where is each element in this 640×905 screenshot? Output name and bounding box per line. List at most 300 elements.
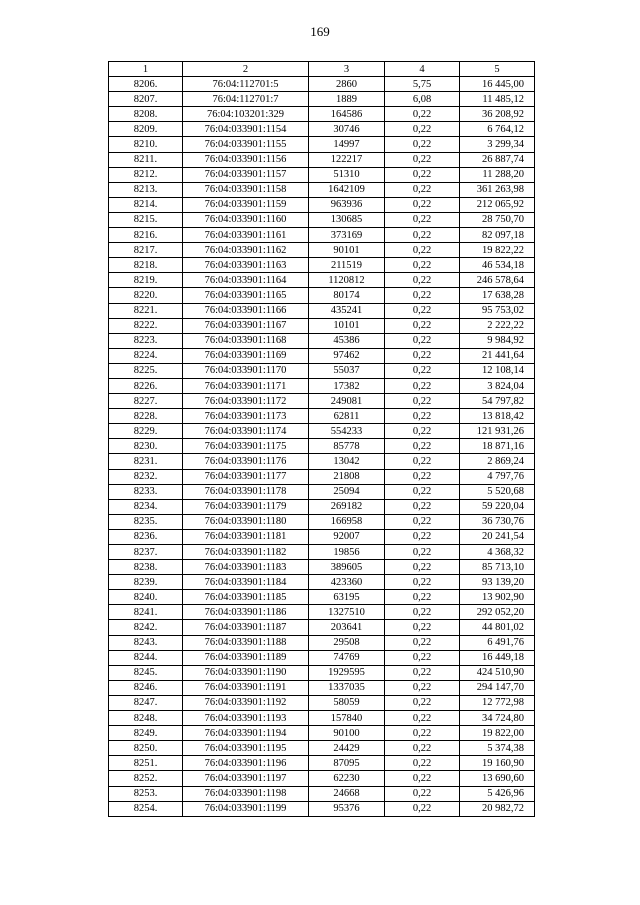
amount-value: 21 441,64 bbox=[460, 348, 535, 363]
rate-value: 0,22 bbox=[385, 228, 460, 243]
amount-value: 2 222,22 bbox=[460, 318, 535, 333]
cadastral-number: 76:04:033901:1167 bbox=[183, 318, 309, 333]
cadastral-number: 76:04:033901:1162 bbox=[183, 243, 309, 258]
row-number: 8229. bbox=[109, 424, 183, 439]
cadastral-number: 76:04:033901:1177 bbox=[183, 469, 309, 484]
cadastral-number: 76:04:033901:1184 bbox=[183, 575, 309, 590]
cadastral-number: 76:04:033901:1171 bbox=[183, 378, 309, 393]
row-number: 8252. bbox=[109, 771, 183, 786]
rate-value: 0,22 bbox=[385, 424, 460, 439]
rate-value: 0,22 bbox=[385, 212, 460, 227]
rate-value: 0,22 bbox=[385, 650, 460, 665]
table-row bbox=[109, 650, 535, 665]
table-body bbox=[109, 77, 535, 817]
rate-value: 0,22 bbox=[385, 801, 460, 816]
cadastral-number: 76:04:033901:1187 bbox=[183, 620, 309, 635]
table-row bbox=[109, 484, 535, 499]
rate-value: 0,22 bbox=[385, 107, 460, 122]
row-number: 8236. bbox=[109, 529, 183, 544]
amount-value: 3 299,34 bbox=[460, 137, 535, 152]
area-value: 45386 bbox=[309, 333, 385, 348]
table-row bbox=[109, 786, 535, 801]
table-row bbox=[109, 258, 535, 273]
rate-value: 0,22 bbox=[385, 590, 460, 605]
area-value: 1929595 bbox=[309, 665, 385, 680]
row-number: 8225. bbox=[109, 363, 183, 378]
rate-value: 5,75 bbox=[385, 77, 460, 92]
amount-value: 3 824,04 bbox=[460, 378, 535, 393]
amount-value: 36 730,76 bbox=[460, 514, 535, 529]
rate-value: 0,22 bbox=[385, 786, 460, 801]
amount-value: 294 147,70 bbox=[460, 680, 535, 695]
amount-value: 6 491,76 bbox=[460, 635, 535, 650]
rate-value: 0,22 bbox=[385, 394, 460, 409]
row-number: 8210. bbox=[109, 137, 183, 152]
amount-value: 18 871,16 bbox=[460, 439, 535, 454]
amount-value: 361 263,98 bbox=[460, 182, 535, 197]
cadastral-number: 76:04:112701:5 bbox=[183, 77, 309, 92]
row-number: 8230. bbox=[109, 439, 183, 454]
cadastral-number: 76:04:033901:1199 bbox=[183, 801, 309, 816]
cadastral-number: 76:04:033901:1185 bbox=[183, 590, 309, 605]
area-value: 24668 bbox=[309, 786, 385, 801]
area-value: 1120812 bbox=[309, 273, 385, 288]
rate-value: 0,22 bbox=[385, 484, 460, 499]
amount-value: 54 797,82 bbox=[460, 394, 535, 409]
row-number: 8243. bbox=[109, 635, 183, 650]
amount-value: 26 887,74 bbox=[460, 152, 535, 167]
cadastral-number: 76:04:033901:1170 bbox=[183, 363, 309, 378]
table-row bbox=[109, 590, 535, 605]
cadastral-number: 76:04:033901:1158 bbox=[183, 182, 309, 197]
area-value: 24429 bbox=[309, 741, 385, 756]
row-number: 8250. bbox=[109, 741, 183, 756]
row-number: 8249. bbox=[109, 726, 183, 741]
area-value: 1337035 bbox=[309, 680, 385, 695]
rate-value: 0,22 bbox=[385, 243, 460, 258]
cadastral-number: 76:04:033901:1165 bbox=[183, 288, 309, 303]
amount-value: 12 108,14 bbox=[460, 363, 535, 378]
table-header-row bbox=[109, 62, 535, 77]
row-number: 8222. bbox=[109, 318, 183, 333]
row-number: 8234. bbox=[109, 499, 183, 514]
cadastral-number: 76:04:033901:1190 bbox=[183, 665, 309, 680]
cadastral-number: 76:04:033901:1155 bbox=[183, 137, 309, 152]
cadastral-number: 76:04:033901:1159 bbox=[183, 197, 309, 212]
row-number: 8215. bbox=[109, 212, 183, 227]
area-value: 423360 bbox=[309, 575, 385, 590]
rate-value: 0,22 bbox=[385, 635, 460, 650]
amount-value: 34 724,80 bbox=[460, 711, 535, 726]
rate-value: 0,22 bbox=[385, 575, 460, 590]
table-row bbox=[109, 243, 535, 258]
cadastral-number: 76:04:033901:1169 bbox=[183, 348, 309, 363]
area-value: 58059 bbox=[309, 695, 385, 710]
column-header-5: 5 bbox=[460, 62, 535, 77]
area-value: 435241 bbox=[309, 303, 385, 318]
area-value: 164586 bbox=[309, 107, 385, 122]
table-row bbox=[109, 680, 535, 695]
cadastral-number: 76:04:033901:1186 bbox=[183, 605, 309, 620]
row-number: 8217. bbox=[109, 243, 183, 258]
amount-value: 95 753,02 bbox=[460, 303, 535, 318]
row-number: 8213. bbox=[109, 182, 183, 197]
table-row bbox=[109, 167, 535, 182]
row-number: 8247. bbox=[109, 695, 183, 710]
data-table bbox=[108, 61, 535, 817]
cadastral-number: 76:04:033901:1174 bbox=[183, 424, 309, 439]
cadastral-number: 76:04:033901:1197 bbox=[183, 771, 309, 786]
amount-value: 5 520,68 bbox=[460, 484, 535, 499]
table-row bbox=[109, 439, 535, 454]
column-header-1: 1 bbox=[109, 62, 183, 77]
rate-value: 0,22 bbox=[385, 529, 460, 544]
amount-value: 212 065,92 bbox=[460, 197, 535, 212]
amount-value: 82 097,18 bbox=[460, 228, 535, 243]
cadastral-number: 76:04:033901:1168 bbox=[183, 333, 309, 348]
area-value: 14997 bbox=[309, 137, 385, 152]
area-value: 122217 bbox=[309, 152, 385, 167]
cadastral-number: 76:04:033901:1193 bbox=[183, 711, 309, 726]
rate-value: 0,22 bbox=[385, 182, 460, 197]
row-number: 8232. bbox=[109, 469, 183, 484]
table-row bbox=[109, 333, 535, 348]
amount-value: 28 750,70 bbox=[460, 212, 535, 227]
area-value: 62230 bbox=[309, 771, 385, 786]
amount-value: 12 772,98 bbox=[460, 695, 535, 710]
row-number: 8238. bbox=[109, 560, 183, 575]
rate-value: 0,22 bbox=[385, 137, 460, 152]
row-number: 8219. bbox=[109, 273, 183, 288]
amount-value: 5 374,38 bbox=[460, 741, 535, 756]
table-row bbox=[109, 741, 535, 756]
row-number: 8241. bbox=[109, 605, 183, 620]
area-value: 13042 bbox=[309, 454, 385, 469]
area-value: 62811 bbox=[309, 409, 385, 424]
row-number: 8240. bbox=[109, 590, 183, 605]
area-value: 554233 bbox=[309, 424, 385, 439]
area-value: 21808 bbox=[309, 469, 385, 484]
cadastral-number: 76:04:033901:1172 bbox=[183, 394, 309, 409]
area-value: 373169 bbox=[309, 228, 385, 243]
cadastral-number: 76:04:033901:1191 bbox=[183, 680, 309, 695]
area-value: 1889 bbox=[309, 92, 385, 107]
rate-value: 0,22 bbox=[385, 152, 460, 167]
area-value: 10101 bbox=[309, 318, 385, 333]
cadastral-number: 76:04:112701:7 bbox=[183, 92, 309, 107]
table-row bbox=[109, 288, 535, 303]
cadastral-number: 76:04:033901:1164 bbox=[183, 273, 309, 288]
table-row bbox=[109, 122, 535, 137]
amount-value: 20 241,54 bbox=[460, 529, 535, 544]
rate-value: 0,22 bbox=[385, 258, 460, 273]
table-row bbox=[109, 137, 535, 152]
row-number: 8216. bbox=[109, 228, 183, 243]
amount-value: 4 368,32 bbox=[460, 545, 535, 560]
rate-value: 0,22 bbox=[385, 741, 460, 756]
rate-value: 0,22 bbox=[385, 469, 460, 484]
amount-value: 93 139,20 bbox=[460, 575, 535, 590]
table-row bbox=[109, 695, 535, 710]
table-row bbox=[109, 560, 535, 575]
amount-value: 2 869,24 bbox=[460, 454, 535, 469]
amount-value: 13 818,42 bbox=[460, 409, 535, 424]
amount-value: 19 822,00 bbox=[460, 726, 535, 741]
cadastral-number: 76:04:033901:1189 bbox=[183, 650, 309, 665]
table-row bbox=[109, 348, 535, 363]
table-row bbox=[109, 575, 535, 590]
row-number: 8208. bbox=[109, 107, 183, 122]
rate-value: 0,22 bbox=[385, 303, 460, 318]
row-number: 8214. bbox=[109, 197, 183, 212]
table-row bbox=[109, 273, 535, 288]
row-number: 8254. bbox=[109, 801, 183, 816]
area-value: 130685 bbox=[309, 212, 385, 227]
row-number: 8207. bbox=[109, 92, 183, 107]
amount-value: 46 534,18 bbox=[460, 258, 535, 273]
rate-value: 0,22 bbox=[385, 439, 460, 454]
row-number: 8244. bbox=[109, 650, 183, 665]
rate-value: 0,22 bbox=[385, 363, 460, 378]
area-value: 90100 bbox=[309, 726, 385, 741]
table-row bbox=[109, 318, 535, 333]
rate-value: 0,22 bbox=[385, 756, 460, 771]
rate-value: 0,22 bbox=[385, 695, 460, 710]
rate-value: 6,08 bbox=[385, 92, 460, 107]
area-value: 51310 bbox=[309, 167, 385, 182]
table-row bbox=[109, 605, 535, 620]
cadastral-number: 76:04:033901:1188 bbox=[183, 635, 309, 650]
cadastral-number: 76:04:033901:1195 bbox=[183, 741, 309, 756]
table-row bbox=[109, 77, 535, 92]
amount-value: 9 984,92 bbox=[460, 333, 535, 348]
rate-value: 0,22 bbox=[385, 288, 460, 303]
row-number: 8220. bbox=[109, 288, 183, 303]
rate-value: 0,22 bbox=[385, 348, 460, 363]
amount-value: 16 449,18 bbox=[460, 650, 535, 665]
amount-value: 85 713,10 bbox=[460, 560, 535, 575]
table-row bbox=[109, 711, 535, 726]
row-number: 8206. bbox=[109, 77, 183, 92]
table-row bbox=[109, 801, 535, 816]
area-value: 166958 bbox=[309, 514, 385, 529]
row-number: 8239. bbox=[109, 575, 183, 590]
amount-value: 44 801,02 bbox=[460, 620, 535, 635]
table-row bbox=[109, 424, 535, 439]
table-row bbox=[109, 756, 535, 771]
table-row bbox=[109, 197, 535, 212]
amount-value: 20 982,72 bbox=[460, 801, 535, 816]
table-row bbox=[109, 394, 535, 409]
cadastral-number: 76:04:033901:1160 bbox=[183, 212, 309, 227]
table-row bbox=[109, 92, 535, 107]
column-header-4: 4 bbox=[385, 62, 460, 77]
amount-value: 17 638,28 bbox=[460, 288, 535, 303]
area-value: 25094 bbox=[309, 484, 385, 499]
row-number: 8245. bbox=[109, 665, 183, 680]
row-number: 8251. bbox=[109, 756, 183, 771]
amount-value: 292 052,20 bbox=[460, 605, 535, 620]
table-row bbox=[109, 665, 535, 680]
row-number: 8224. bbox=[109, 348, 183, 363]
table-row bbox=[109, 378, 535, 393]
cadastral-number: 76:04:103201:329 bbox=[183, 107, 309, 122]
area-value: 389605 bbox=[309, 560, 385, 575]
rate-value: 0,22 bbox=[385, 680, 460, 695]
row-number: 8242. bbox=[109, 620, 183, 635]
cadastral-number: 76:04:033901:1157 bbox=[183, 167, 309, 182]
cadastral-number: 76:04:033901:1156 bbox=[183, 152, 309, 167]
row-number: 8233. bbox=[109, 484, 183, 499]
table-row bbox=[109, 228, 535, 243]
area-value: 203641 bbox=[309, 620, 385, 635]
table-row bbox=[109, 726, 535, 741]
rate-value: 0,22 bbox=[385, 545, 460, 560]
cadastral-number: 76:04:033901:1176 bbox=[183, 454, 309, 469]
amount-value: 5 426,96 bbox=[460, 786, 535, 801]
amount-value: 121 931,26 bbox=[460, 424, 535, 439]
rate-value: 0,22 bbox=[385, 514, 460, 529]
cadastral-number: 76:04:033901:1196 bbox=[183, 756, 309, 771]
row-number: 8223. bbox=[109, 333, 183, 348]
cadastral-number: 76:04:033901:1182 bbox=[183, 545, 309, 560]
amount-value: 16 445,00 bbox=[460, 77, 535, 92]
table-row bbox=[109, 212, 535, 227]
column-header-3: 3 bbox=[309, 62, 385, 77]
amount-value: 13 902,90 bbox=[460, 590, 535, 605]
row-number: 8221. bbox=[109, 303, 183, 318]
amount-value: 11 288,20 bbox=[460, 167, 535, 182]
cadastral-number: 76:04:033901:1181 bbox=[183, 529, 309, 544]
row-number: 8237. bbox=[109, 545, 183, 560]
page-number: 169 bbox=[310, 24, 330, 39]
row-number: 8226. bbox=[109, 378, 183, 393]
area-value: 963936 bbox=[309, 197, 385, 212]
area-value: 1327510 bbox=[309, 605, 385, 620]
table-row bbox=[109, 529, 535, 544]
rate-value: 0,22 bbox=[385, 726, 460, 741]
area-value: 157840 bbox=[309, 711, 385, 726]
table-row bbox=[109, 182, 535, 197]
cadastral-number: 76:04:033901:1183 bbox=[183, 560, 309, 575]
amount-value: 246 578,64 bbox=[460, 273, 535, 288]
amount-value: 424 510,90 bbox=[460, 665, 535, 680]
cadastral-number: 76:04:033901:1173 bbox=[183, 409, 309, 424]
rate-value: 0,22 bbox=[385, 560, 460, 575]
area-value: 17382 bbox=[309, 378, 385, 393]
area-value: 1642109 bbox=[309, 182, 385, 197]
amount-value: 59 220,04 bbox=[460, 499, 535, 514]
area-value: 92007 bbox=[309, 529, 385, 544]
area-value: 269182 bbox=[309, 499, 385, 514]
rate-value: 0,22 bbox=[385, 665, 460, 680]
cadastral-number: 76:04:033901:1179 bbox=[183, 499, 309, 514]
row-number: 8227. bbox=[109, 394, 183, 409]
rate-value: 0,22 bbox=[385, 499, 460, 514]
row-number: 8228. bbox=[109, 409, 183, 424]
rate-value: 0,22 bbox=[385, 167, 460, 182]
row-number: 8248. bbox=[109, 711, 183, 726]
rate-value: 0,22 bbox=[385, 273, 460, 288]
area-value: 85778 bbox=[309, 439, 385, 454]
table-row bbox=[109, 771, 535, 786]
table-row bbox=[109, 152, 535, 167]
table-row bbox=[109, 635, 535, 650]
area-value: 19856 bbox=[309, 545, 385, 560]
area-value: 30746 bbox=[309, 122, 385, 137]
area-value: 29508 bbox=[309, 635, 385, 650]
cadastral-number: 76:04:033901:1180 bbox=[183, 514, 309, 529]
amount-value: 13 690,60 bbox=[460, 771, 535, 786]
table-row bbox=[109, 620, 535, 635]
rate-value: 0,22 bbox=[385, 454, 460, 469]
cadastral-number: 76:04:033901:1178 bbox=[183, 484, 309, 499]
cadastral-number: 76:04:033901:1161 bbox=[183, 228, 309, 243]
table-row bbox=[109, 469, 535, 484]
rate-value: 0,22 bbox=[385, 620, 460, 635]
area-value: 74769 bbox=[309, 650, 385, 665]
column-header-2: 2 bbox=[183, 62, 309, 77]
area-value: 63195 bbox=[309, 590, 385, 605]
area-value: 90101 bbox=[309, 243, 385, 258]
area-value: 211519 bbox=[309, 258, 385, 273]
row-number: 8211. bbox=[109, 152, 183, 167]
amount-value: 36 208,92 bbox=[460, 107, 535, 122]
rate-value: 0,22 bbox=[385, 771, 460, 786]
table-row bbox=[109, 409, 535, 424]
area-value: 249081 bbox=[309, 394, 385, 409]
rate-value: 0,22 bbox=[385, 318, 460, 333]
cadastral-number: 76:04:033901:1198 bbox=[183, 786, 309, 801]
area-value: 80174 bbox=[309, 288, 385, 303]
table-row bbox=[109, 107, 535, 122]
table-row bbox=[109, 514, 535, 529]
cadastral-number: 76:04:033901:1166 bbox=[183, 303, 309, 318]
row-number: 8246. bbox=[109, 680, 183, 695]
rate-value: 0,22 bbox=[385, 711, 460, 726]
row-number: 8212. bbox=[109, 167, 183, 182]
row-number: 8209. bbox=[109, 122, 183, 137]
rate-value: 0,22 bbox=[385, 122, 460, 137]
rate-value: 0,22 bbox=[385, 605, 460, 620]
area-value: 2860 bbox=[309, 77, 385, 92]
rate-value: 0,22 bbox=[385, 333, 460, 348]
table-row bbox=[109, 545, 535, 560]
table-row bbox=[109, 363, 535, 378]
row-number: 8235. bbox=[109, 514, 183, 529]
area-value: 55037 bbox=[309, 363, 385, 378]
cadastral-number: 76:04:033901:1163 bbox=[183, 258, 309, 273]
cadastral-number: 76:04:033901:1154 bbox=[183, 122, 309, 137]
cadastral-number: 76:04:033901:1194 bbox=[183, 726, 309, 741]
table-row bbox=[109, 499, 535, 514]
rate-value: 0,22 bbox=[385, 197, 460, 212]
rate-value: 0,22 bbox=[385, 409, 460, 424]
area-value: 95376 bbox=[309, 801, 385, 816]
amount-value: 6 764,12 bbox=[460, 122, 535, 137]
row-number: 8218. bbox=[109, 258, 183, 273]
area-value: 87095 bbox=[309, 756, 385, 771]
table-row bbox=[109, 303, 535, 318]
amount-value: 4 797,76 bbox=[460, 469, 535, 484]
table-row bbox=[109, 454, 535, 469]
row-number: 8231. bbox=[109, 454, 183, 469]
area-value: 97462 bbox=[309, 348, 385, 363]
amount-value: 19 160,90 bbox=[460, 756, 535, 771]
cadastral-number: 76:04:033901:1175 bbox=[183, 439, 309, 454]
amount-value: 11 485,12 bbox=[460, 92, 535, 107]
row-number: 8253. bbox=[109, 786, 183, 801]
